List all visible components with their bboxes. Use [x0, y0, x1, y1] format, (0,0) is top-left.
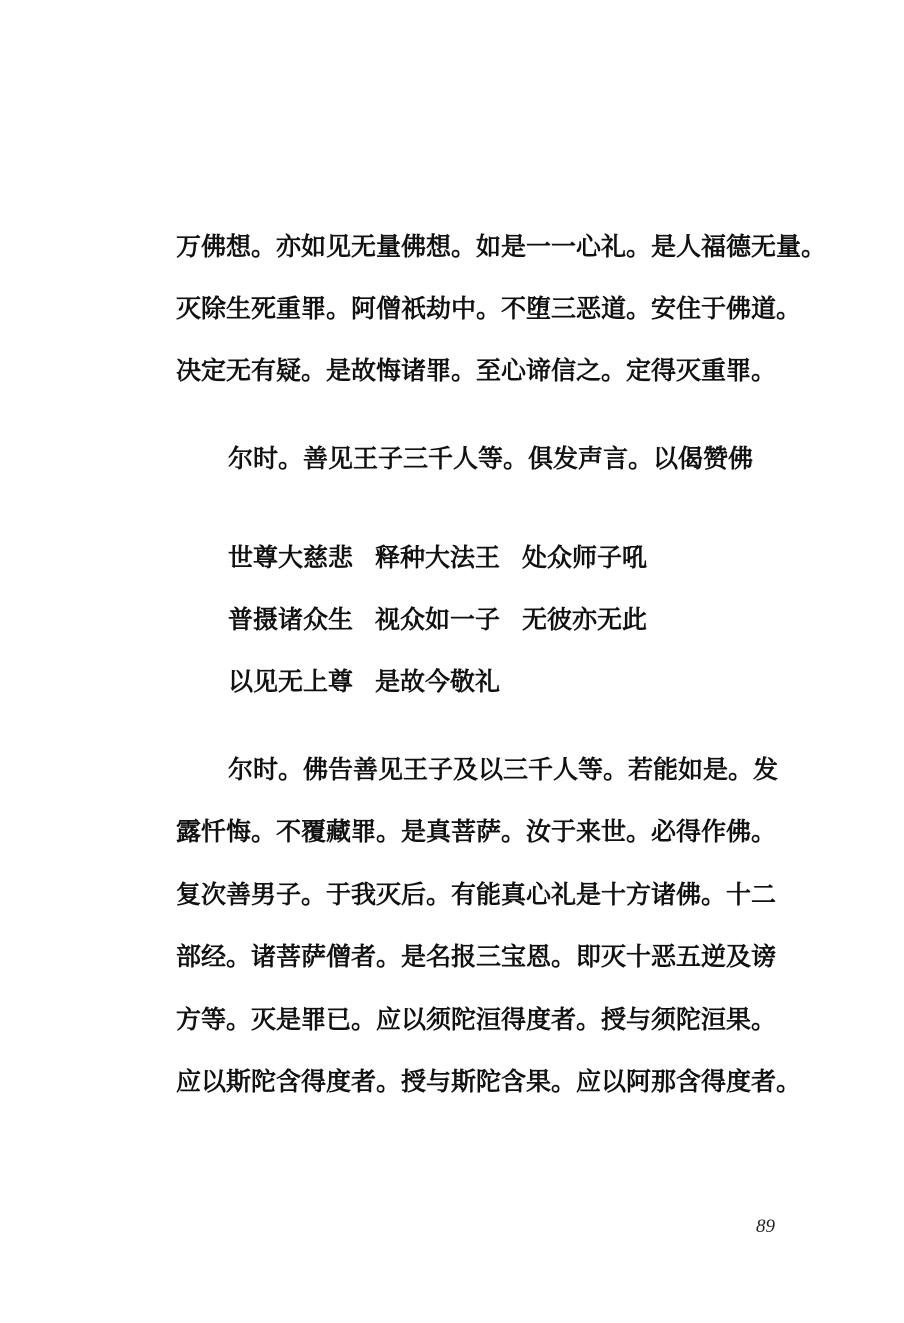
- verse-phrase: 无彼亦无此: [522, 605, 648, 634]
- text-line: 尔时。善见王子三千人等。俱发声言。以偈赞佛: [228, 444, 754, 473]
- verse-phrase: 视众如一子: [375, 605, 501, 634]
- text-line: 尔时。佛告善见王子及以三千人等。若能如是。发: [228, 755, 779, 784]
- verse-phrase: 释种大法王: [375, 543, 501, 572]
- page-number: 89: [756, 1216, 775, 1237]
- verse-phrase: 普摄诸众生: [228, 605, 354, 634]
- verse-line: [228, 604, 647, 636]
- verse-phrase: 以见无上尊: [228, 667, 354, 696]
- verse-phrase: 是故今敬礼: [375, 667, 501, 696]
- verse-phrase: 世尊大慈悲: [228, 543, 354, 572]
- text-line: 应以斯陀含得度者。授与斯陀含果。应以阿那含得度者。: [176, 1067, 802, 1096]
- verse-line: [228, 542, 647, 574]
- text-line: 灭除生死重罪。阿僧祇劫中。不堕三恶道。安住于佛道。: [176, 294, 802, 323]
- text-line: 方等。灭是罪已。应以须陀洹得度者。授与须陀洹果。: [176, 1005, 777, 1034]
- text-line: 部经。诸菩萨僧者。是名报三宝恩。即灭十恶五逆及谤: [176, 942, 777, 971]
- text-line: 露忏悔。不覆藏罪。是真菩萨。汝于来世。必得作佛。: [176, 817, 777, 846]
- text-line: 决定无有疑。是故悔诸罪。至心谛信之。定得灭重罪。: [176, 356, 777, 385]
- verse-line: [228, 666, 500, 698]
- verse-phrase: 处众师子吼: [522, 543, 648, 572]
- text-line: 复次善男子。于我灭后。有能真心礼是十方诸佛。十二: [176, 880, 777, 909]
- text-line: 万佛想。亦如见无量佛想。如是一一心礼。是人福德无量。: [176, 232, 827, 261]
